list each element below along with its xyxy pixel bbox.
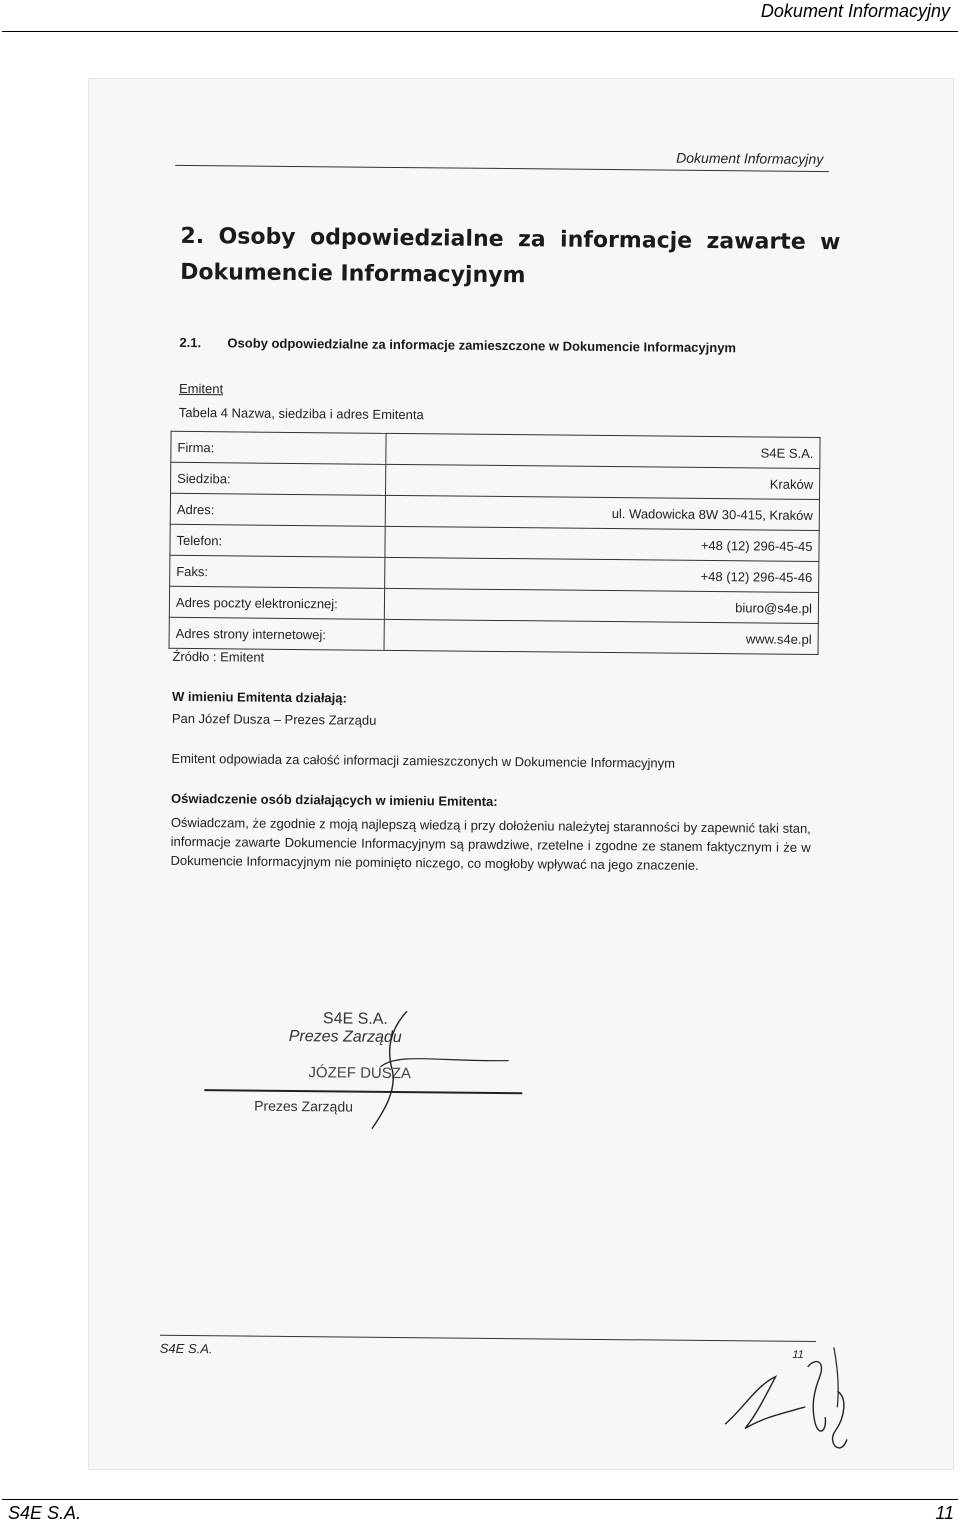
table-value: +48 (12) 296-45-46: [385, 557, 819, 592]
table-row: [169, 617, 818, 654]
scan-header-title: Dokument Informacyjny: [676, 149, 824, 168]
header-rule: [2, 31, 958, 32]
declaration-text: Oświadczam, że zgodnie z moją najlepszą wiedzą i przy dołożeniu należytej staranności by zapewnić taki stan, informacje zawarte Dokumencie Informacyjnym są prawdziwe, rzetelne i zgodne ze stanem faktycznym i że w Dokumencie Informacyjnym nie pominięto niczego, co mogłoby wpływać na jego znaczenie.: [170, 814, 811, 873]
table-label: Adres poczty elektronicznej:: [169, 586, 384, 619]
declaration-heading: Oświadczenie osób działających w imieniu Emitenta:: [171, 790, 498, 809]
scan-footer-rule: [160, 1335, 816, 1342]
page-footer: [0, 1496, 960, 1526]
table-value: biuro@s4e.pl: [384, 588, 818, 623]
table-value: S4E S.A.: [386, 433, 820, 468]
issuer-table: [169, 431, 821, 655]
heading-word: w: [819, 230, 841, 256]
scanned-page-content: [75, 78, 954, 1478]
handwritten-signature: [715, 1346, 866, 1467]
emitent-label: Emitent: [178, 380, 224, 397]
acting-heading: W imieniu Emitenta działają:: [171, 688, 347, 706]
table-value: ul. Wadowicka 8W 30-415, Kraków: [385, 495, 819, 530]
table-label: Faks:: [170, 555, 385, 588]
footer-rule: [2, 1499, 958, 1500]
footer-company: S4E S.A.: [8, 1503, 82, 1523]
footer-page-number: 11: [935, 1503, 954, 1523]
acting-person: Pan Józef Dusza – Prezes Zarządu: [171, 710, 377, 728]
table-value: +48 (12) 296-45-45: [385, 526, 819, 561]
stamp-role: Prezes Zarządu: [288, 1027, 402, 1047]
table-value: Kraków: [386, 464, 820, 499]
header-title: Dokument Informacyjny: [760, 1, 950, 21]
stamp-company: S4E S.A.: [322, 1010, 388, 1028]
heading-word: odpowiedzialne: [309, 225, 504, 252]
stamp-name: JÓZEF DUSZA: [308, 1064, 412, 1083]
scan-header: [175, 145, 829, 179]
scan-footer-page: 11: [792, 1348, 804, 1361]
subsection-heading: [179, 335, 736, 355]
heading-word: 2.: [180, 223, 205, 250]
heading-word: informacje: [560, 227, 693, 254]
scan-footer-company: S4E S.A.: [159, 1340, 213, 1357]
heading-word: Osoby: [218, 224, 296, 250]
subsection-title: Osoby odpowiedzialne za informacje zamieszczone w Dokumencie Informacyjnym: [227, 335, 737, 356]
heading-word: za: [517, 227, 546, 253]
table-label: Firma:: [171, 431, 386, 464]
table-value: www.s4e.pl: [384, 619, 818, 654]
responsibility-statement: Emitent odpowiada za całość informacji zamieszczonych w Dokumencie Informacyjnym: [171, 750, 676, 771]
scanned-page: [88, 78, 954, 1470]
page-header: [0, 0, 960, 34]
signature-role: Prezes Zarządu: [254, 1097, 354, 1115]
table-label: Adres strony internetowej:: [169, 617, 384, 650]
table-source: Źródło : Emitent: [172, 648, 265, 665]
table-label: Adres:: [170, 493, 385, 526]
section-heading: [180, 219, 841, 297]
table-label: Telefon:: [170, 524, 385, 557]
heading-word: zawarte: [706, 228, 806, 255]
table-label: Siedziba:: [171, 462, 386, 495]
section-heading-line2: Dokumencie Informacyjnym: [180, 259, 526, 289]
table-caption: Tabela 4 Nazwa, siedziba i adres Emitenta: [178, 404, 424, 423]
subsection-number: 2.1.: [179, 334, 202, 351]
